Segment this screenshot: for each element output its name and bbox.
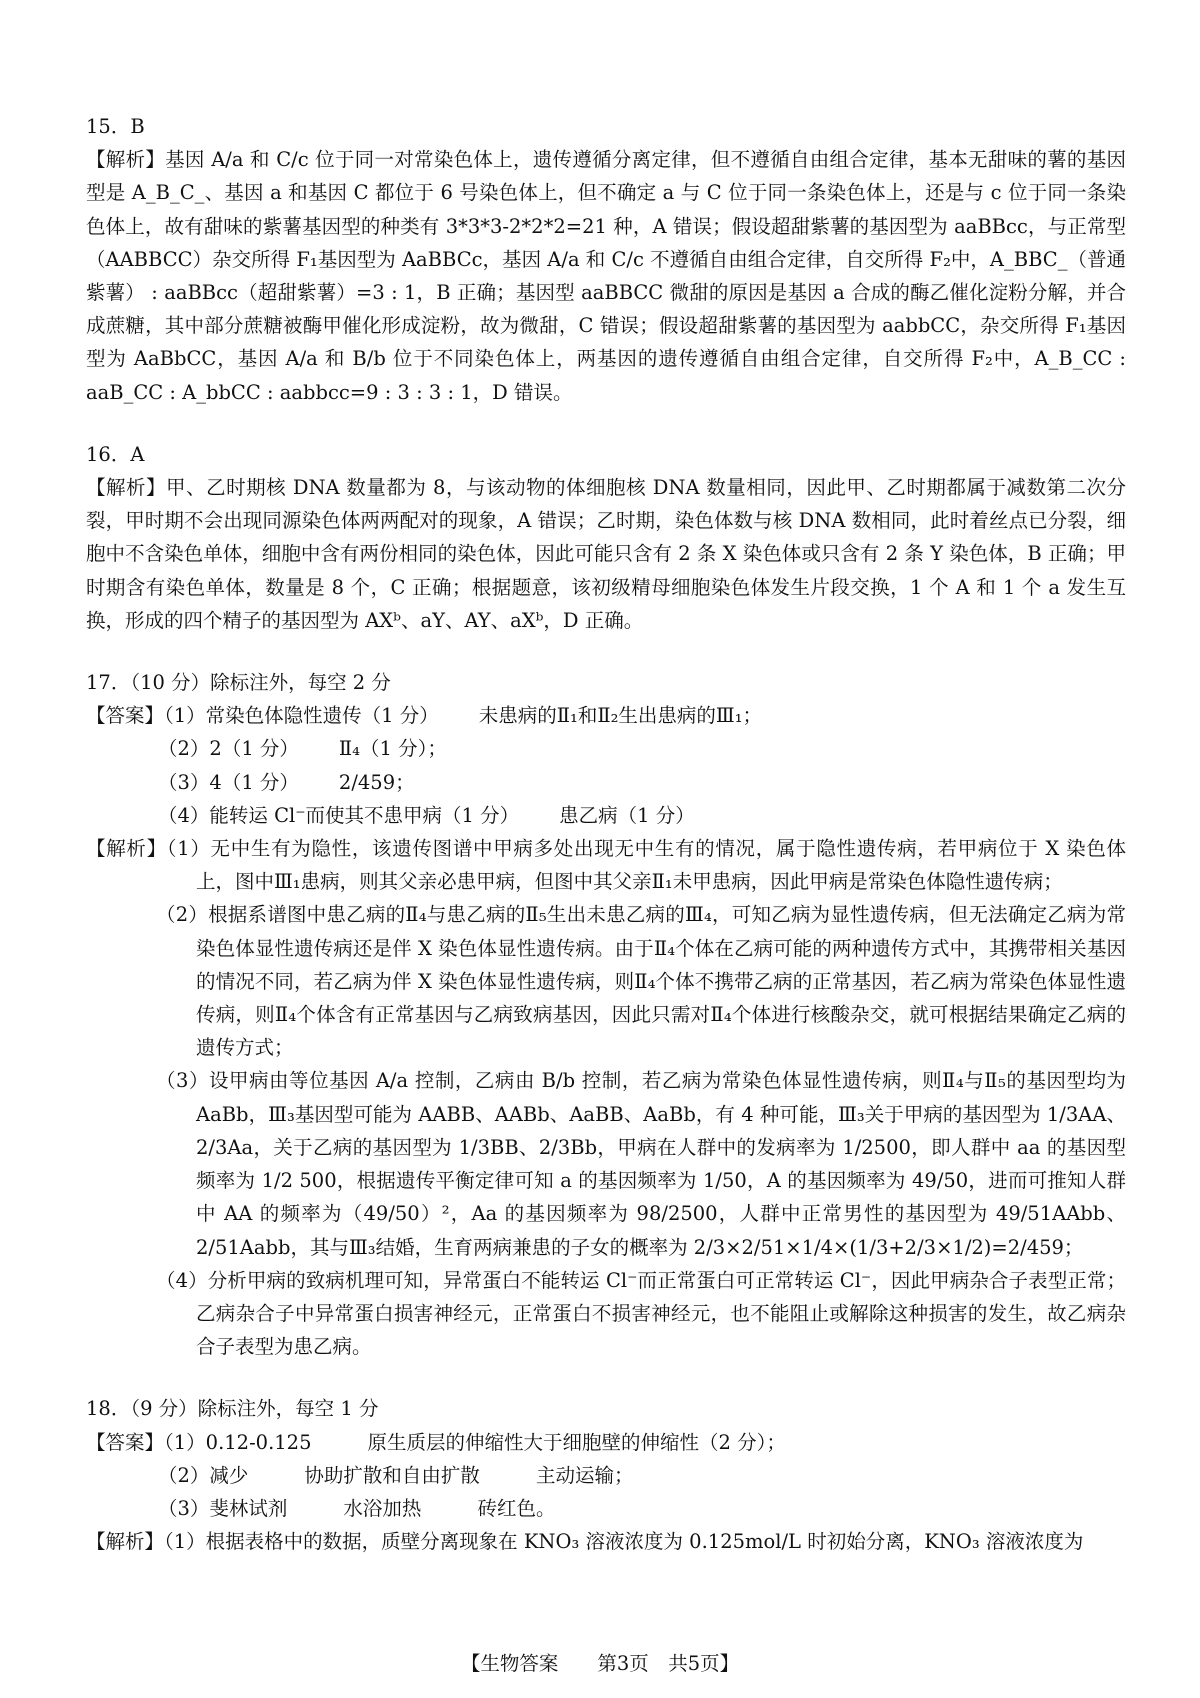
q18-answer-3b: 水浴加热 [343,1496,422,1520]
q17-answer-1 [86,699,1126,732]
q17-analysis-4: （4）分析甲病的致病机理可知，异常蛋白不能转运 Cl⁻而正常蛋白可正常转运 Cl⁻，因此甲病杂合子表型正常；乙病杂合子中异常蛋白损害神经元，正常蛋白不损害神经元，也不能阻止或解除这种损害的发生，故乙病杂合子表型为患乙病。 [156,1268,1126,1359]
q17-answer-3b: 2/459； [338,770,415,794]
q18-answer-3 [86,1492,1126,1525]
q17-answer-1a: 【答案】（1）常染色体隐性遗传（1 分） [86,704,439,728]
q15-header: 15．B [86,115,145,138]
q17-answer-3 [86,766,1126,799]
q18-answers [86,1426,1126,1526]
q18-answer-2c: 主动运输； [535,1463,634,1487]
q17-analysis-2: （2）根据系谱图中患乙病的Ⅱ₄与患乙病的Ⅱ₅生出未患乙病的Ⅲ₄，可知乙病为显性遗传病，但无法确定乙病为常染色体显性遗传病还是伴 X 染色体显性遗传病。由于Ⅱ₄个体在乙病可能的两种遗传方式中，其携带相关基因的情况不同，若乙病为伴 X 染色体显性遗传病，则Ⅱ₄个体不携带乙病的正常基因，若乙病为常染色体显性遗传病，则Ⅱ₄个体含有正常基因与乙病致病基因，因此只需对Ⅱ₄个体进行核酸杂交，就可根据结果确定乙病的遗传方式； [156,903,1126,1060]
q18-answer-2b: 协助扩散和自由扩散 [304,1463,480,1487]
q17-answer-2a: （2）2（1 分） [158,737,299,761]
q17-answer-2 [86,732,1126,765]
q17-answer-4a: （4）能转运 Cl⁻而使其不患甲病（1 分） [158,803,520,827]
q16-analysis: 【解析】甲、乙时期核 DNA 数量都为 8，与该动物的体细胞核 DNA 数量相同，因此甲、乙时期都属于减数第二次分裂，甲时期不会出现同源染色体两两配对的现象，A 错误；乙时期，染色体数与核 DNA 数相同，此时着丝点已分裂，细胞中不含染色单体，细胞中含有两份相同的染色体，因此可能只含有 2 条 X 染色体或只含有 2 条 Y 染色体，B 正确；甲时期含有染色单体，数量是 8 个，C 正确；根据题意，该初级精母细胞染色体发生片段交换，1 个 A 和 1 个 a 发生互换，形成的四个精子的基因型为 AXᵇ、aY、AY、aXᵇ，D 正确。 [86,476,1126,632]
q18-answer-1 [86,1426,1126,1459]
answer-page [86,110,1126,1558]
q17-answer-1b: 未患病的Ⅱ₁和Ⅱ₂生出患病的Ⅲ₁； [478,704,763,728]
q16-header: 16．A [86,442,145,466]
q17-analysis-1: 【解析】（1）无中生有为隐性，该遗传图谱中甲病多处出现无中生有的情况，属于隐性遗传病，若甲病位于 X 染色体上，图中Ⅲ₁患病，则其父亲必患甲病，但图中其父亲Ⅱ₁未甲患病，因此甲病是常染色体隐性遗传病； [86,837,1126,894]
q17-answer-4b: 患乙病（1 分） [559,803,695,827]
q17-analysis [86,832,1126,1363]
q18-header: 18．（9 分）除标注外，每空 1 分 [86,1397,379,1421]
q17-answer-2b: Ⅱ₄（1 分）； [338,737,447,761]
q18-answer-2 [86,1459,1126,1492]
q18-analysis-1: 【解析】（1）根据表格中的数据，质壁分离现象在 KNO₃ 溶液浓度为 0.125mol/L 时初始分离，KNO₃ 溶液浓度为 [86,1530,1084,1554]
q18-answer-1b: 原生质层的伸缩性大于细胞壁的伸缩性（2 分）； [367,1430,786,1454]
q17-answers [86,699,1126,832]
q18-answer-1a: 【答案】（1）0.12-0.125 [86,1430,312,1454]
q17-header: 17．（10 分）除标注外，每空 2 分 [86,671,391,695]
q18-answer-2a: （2）减少 [158,1463,249,1487]
q17-answer-3a: （3）4（1 分） [158,770,299,794]
q18-answer-3c: 砖红色。 [477,1496,556,1520]
q17-answer-4 [86,799,1126,832]
q15-analysis: 【解析】基因 A/a 和 C/c 位于同一对常染色体上，遗传遵循分离定律，但不遵循自由组合定律，基本无甜味的薯的基因型是 A_B_C_、基因 a 和基因 C 都位于 6 号染色体上，但不确定 a 与 C 位于同一条染色体上，还是与 c 位于同一条染色体上，故有甜味的紫薯基因型的种类有 3*3*3-2*2*2=21 种，A 错误；假设超甜紫薯的基因型为 aaBBcc，与正常型（AABBCC）杂交所得 F₁基因型为 AaBBCc，基因 A/a 和 C/c 不遵循自由组合定律，自交所得 F₂中，A_BBC_（普通紫薯） : aaBBcc（超甜紫薯）=3 : 1，B 正确；基因型 aaBBCC 微甜的原因是基因 a 合成的酶乙催化淀粉分解，并合成蔗糖，其中部分蔗糖被酶甲催化形成淀粉，故为微甜，C 错误；假设超甜紫薯的基因型为 aabbCC，杂交所得 F₁基因型为 AaBbCC，基因 A/a 和 B/b 位于不同染色体上，两基因的遗传遵循自由组合定律，自交所得 F₂中，A_B_CC : aaB_CC : A_bbCC : aabbcc=9 : 3 : 3 : 1，D 错误。 [86,148,1126,404]
q17-analysis-3: （3）设甲病由等位基因 A/a 控制，乙病由 B/b 控制，若乙病为常染色体显性遗传病，则Ⅱ₄与Ⅱ₅的基因型均为 AaBb，Ⅲ₃基因型可能为 AABB、AABb、AaBB、AaBb，有 4 种可能，Ⅲ₃关于甲病的基因型为 1/3AA、2/3Aa，关于乙病的基因型为 1/3BB、2/3Bb，甲病在人群中的发病率为 1/2500，即人群中 aa 的基因型频率为 1/2 500，根据遗传平衡定律可知 a 的基因频率为 1/50，A 的基因频率为 49/50，进而可推知人群中 AA 的频率为（49/50）²，Aa 的基因频率为 98/2500，人群中正常男性的基因型为 49/51AAbb、2/51Aabb，其与Ⅲ₃结婚，生育两病兼患的子女的概率为 2/3×2/51×1/4×(1/3+2/3×1/2)=2/459； [156,1069,1126,1259]
q18-answer-3a: （3）斐林试剂 [158,1496,288,1520]
page-footer: 【生物答案 第3页 共5页】 [460,1652,740,1675]
